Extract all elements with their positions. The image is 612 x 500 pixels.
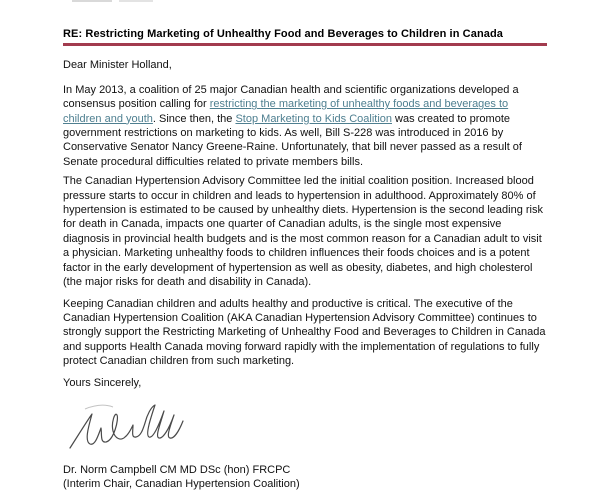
paragraph-1-text-b: . Since then, the [152, 112, 236, 125]
closing-valediction: Yours Sincerely, [63, 376, 142, 389]
salutation: Dear Minister Holland, [63, 59, 172, 72]
signature-block [67, 401, 547, 453]
subject-line: RE: Restricting Marketing of Unhealthy Food and Beverages to Children in Canada [63, 28, 504, 40]
paragraph-1-text-c: was created to promote government restrictions on marketing to kids. As well, Bill S-228 was introduced in 2016 by Conservative Senator Nancy Greene-Raine. Unfortunately, that bill never passed as a result of Senate procedural difficulties related to private members bills. [63, 112, 522, 168]
title-underline-rule [63, 43, 547, 46]
link-restricting-marketing[interactable]: restricting the marketing of unhealthy foods and beverages to children and youth [63, 98, 509, 125]
cutoff-content-fragment [72, 0, 192, 4]
letter-body [63, 27, 547, 492]
signer-name: Dr. Norm Campbell CM MD DSc (hon) FRCPC [63, 463, 291, 476]
paragraph-1-text-a: In May 2013, a coalition of 25 major Canadian health and scientific organizations developed a consensus position calling for [63, 83, 519, 111]
paragraph-2: The Canadian Hypertension Advisory Committee led the initial coalition position. Increased blood pressure starts to occur in children and leads to hypertension in adulthood. Approximately 80% of hypertension is estimated to be caused by unhealthy diets. Hypertension is the second leading risk for death in Canada, impacts one quarter of Canadian adults, is the single most expensive diagnosis in provincial health budgets and is the most common reason for a Canadian adult to visit a physician. Marketing unhealthy foods to children influences their foods choices and is a potent factor in the early development of hypertension as well as obesity, diabetes, and high cholesterol (the major risks for death and disability in Canada). [63, 175, 544, 289]
link-stop-marketing-to-kids-coalition[interactable]: Stop Marketing to Kids Coalition [235, 112, 392, 125]
handwritten-signature-icon [67, 401, 207, 453]
paragraph-3: Keeping Canadian children and adults healthy and productive is critical. The executive of the Canadian Hypertension Coalition (AKA Canadian Hypertension Advisory Committee) continues to strongly support the Restricting Marketing of Unhealthy Food and Beverages to Children in Canada and supports Health Canada moving forward rapidly with the implementation of regulations to fully protect Canadian children from such marketing. [63, 297, 546, 368]
signer-title: (Interim Chair, Canadian Hypertension Coalition) [63, 478, 300, 491]
paragraph-1 [63, 83, 547, 169]
